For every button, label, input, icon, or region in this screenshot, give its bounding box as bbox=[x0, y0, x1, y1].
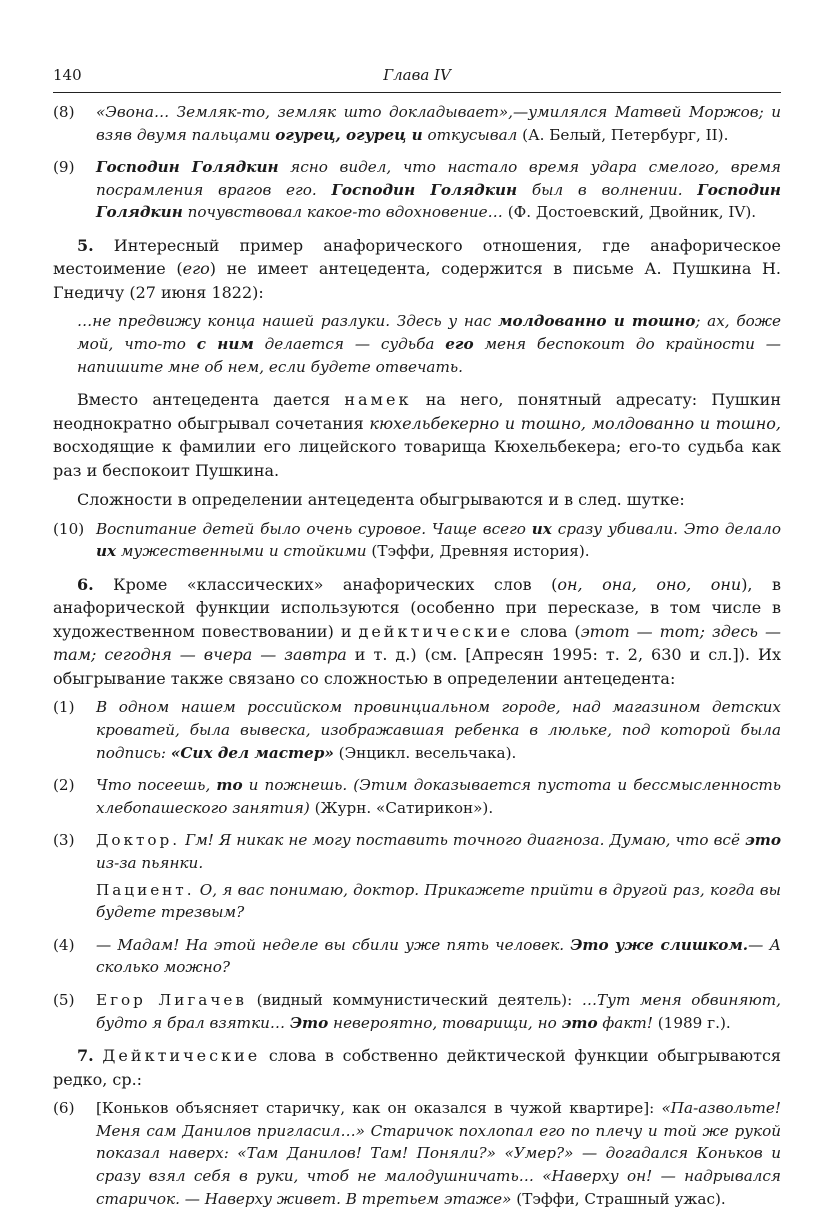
paragraph-text: Сложности в определении антецедента обыгрываются и в след. шутке: bbox=[77, 490, 685, 510]
example-8 bbox=[53, 101, 781, 146]
bold-text: с ним bbox=[196, 335, 254, 354]
bold-text: молдованно и тошно bbox=[498, 312, 696, 331]
paragraph-text: и т. д.) (см. [Апресян 1995: т. 2, 630 и сл.]). Их обыгрывание также связано со сложностью в определении антецедента: bbox=[53, 645, 781, 688]
example-source: (Тэффи, Страшный ужас). bbox=[511, 1189, 726, 1208]
paragraph-text: ), в анафорической функции используются (особенно при пересказе, в том числе в художественном повествовании) и bbox=[53, 574, 781, 641]
paragraph-5 bbox=[53, 234, 781, 305]
quote-text: ; ах, боже мой, что-то bbox=[77, 312, 781, 354]
bold-text: Это bbox=[289, 1013, 329, 1032]
example-text: факт! bbox=[597, 1013, 658, 1032]
example-number: (1) bbox=[53, 698, 75, 717]
bold-text: его bbox=[445, 335, 474, 354]
quote-text: меня беспокоит до крайности — напишите мне об нем, если будете отвечать. bbox=[77, 335, 781, 376]
example-text: «Эвона… Земляк-то, земляк што докладывает»,—умилялся Матвей Моржов; и взяв двумя пальцами bbox=[96, 103, 781, 144]
bold-text: Господин Голядкин bbox=[96, 158, 279, 177]
example-text: Что посеешь, bbox=[96, 776, 217, 795]
example-text: — Мадам! На этой неделе вы сбили уже пять человек. bbox=[96, 935, 571, 954]
example-source: (Журн. «Сатирикон»). bbox=[314, 798, 494, 817]
example-number: (9) bbox=[53, 158, 75, 177]
example-source: (Ф. Достоевский, Двойник, IV). bbox=[507, 203, 757, 222]
example-text: О, я вас понимаю, доктор. Прикажете прийти в другой раз, когда вы будете трезвым? bbox=[96, 880, 781, 922]
paragraph-text: Интересный пример анафорического отношения, где анафорическое местоимение ( bbox=[53, 235, 781, 279]
italic-text: кюхельбекерно и тошно, молдованно и тошно, bbox=[369, 413, 782, 433]
example-source: (1989 г.). bbox=[657, 1013, 731, 1032]
pushkin-quote bbox=[77, 310, 781, 378]
paragraph-text: слова ( bbox=[513, 621, 581, 641]
paragraph-text: Вместо антецедента дается bbox=[77, 390, 345, 410]
running-header bbox=[53, 66, 781, 90]
example-text: «Па-азвольте! Меня сам Данилов пригласил…» Старичок похлопал его по плечу и той же рукой показал наверх: «Там Данилов! Там! Поняли?» «Умер?» — догадался Коньков и сразу взял себя в руки, чтоб не малодушничать… «Наверху он! — надрывался старичок. — Наверху живет. В третьем этаже» bbox=[96, 1099, 781, 1208]
bold-text: их bbox=[96, 542, 117, 561]
quote-text: делается — судьба bbox=[253, 335, 446, 354]
example-9 bbox=[53, 156, 781, 224]
spaced-text: намек bbox=[344, 390, 412, 410]
example-source: (А. Белый, Петербург, II). bbox=[522, 125, 729, 144]
speaker-label: Егор Лигачев bbox=[96, 990, 247, 1009]
example-text: сразу убивали. Это делало bbox=[551, 519, 781, 538]
example-text: мужественными и стойкими bbox=[116, 542, 372, 561]
section-number: 5. bbox=[77, 235, 94, 255]
example-text: — А сколько можно? bbox=[96, 935, 781, 977]
example-number: (6) bbox=[53, 1099, 75, 1118]
italic-text: его bbox=[182, 259, 210, 279]
spaced-text: дейктические bbox=[358, 621, 514, 641]
example-text: откусывал bbox=[422, 125, 523, 144]
example-text: (видный коммунистический деятель): bbox=[246, 990, 582, 1009]
example-text: Воспитание детей было очень суровое. Чаще всего bbox=[96, 519, 532, 538]
example-text: В одном нашем российском провинциальном городе, над магазином детских кроватей, была вывеска, изображавшая ребенка в люльке, под которой была подпись: bbox=[96, 698, 781, 762]
paragraph-text: на него, понятный адресату: Пушкин неоднократно обыгрывал сочетания bbox=[53, 390, 781, 433]
example-3 bbox=[53, 829, 781, 923]
example-text: невероятно, товарищи, но bbox=[328, 1013, 562, 1032]
section-number: 6. bbox=[77, 574, 94, 594]
paragraph-7 bbox=[53, 1044, 781, 1091]
example-text: и пожнешь. (Этим доказывается пустота и бессмысленность хлебопашеского занятия) bbox=[96, 776, 781, 817]
example-number: (2) bbox=[53, 776, 75, 795]
speaker-label: Пациент. bbox=[96, 880, 195, 899]
example-2 bbox=[53, 774, 781, 819]
header-rule bbox=[53, 92, 781, 93]
example-text: из-за пьянки. bbox=[96, 854, 204, 872]
paragraph-5c bbox=[53, 488, 781, 512]
bold-text: Господин Голядкин bbox=[96, 180, 781, 222]
chapter-title: Глава IV bbox=[383, 66, 451, 84]
bold-text: их bbox=[531, 519, 552, 538]
example-text: был в волнении. bbox=[517, 180, 698, 199]
page bbox=[53, 66, 781, 1220]
example-10 bbox=[53, 518, 781, 563]
speaker-label: Доктор. bbox=[96, 831, 181, 850]
example-text: …Тут меня обвиняют, будто я брал взятки… bbox=[96, 990, 781, 1032]
page-number: 140 bbox=[53, 66, 82, 84]
example-number: (8) bbox=[53, 103, 75, 121]
example-4 bbox=[53, 934, 781, 979]
section-number: 7. bbox=[77, 1046, 94, 1066]
bold-text: «Сих дел мастер» bbox=[170, 743, 334, 762]
example-source: (Тэффи, Древняя история). bbox=[371, 542, 590, 561]
example-text: Гм! Я никак не могу поставить точного диагноза. Думаю, что всё bbox=[180, 831, 745, 850]
paragraph-text: восходящие к фамилии его лицейского товарища Кюхельбекера; его-то судьба как раз и беспокоит Пушкина. bbox=[53, 437, 781, 480]
paragraph-5b bbox=[53, 388, 781, 482]
paragraph-text: слова в собственно дейктической функции обыгрываются редко, ср.: bbox=[53, 1046, 781, 1089]
example-text: [Коньков объясняет старичку, как он оказался в чужой квартире]: bbox=[96, 1099, 662, 1118]
spaced-text: Дейктические bbox=[102, 1046, 261, 1066]
bold-text: это bbox=[561, 1013, 598, 1032]
italic-text: этот — тот; здесь — там; сегодня — вчера — завтра bbox=[53, 621, 782, 665]
example-text: почувствовал какое-то вдохновение… bbox=[182, 203, 508, 222]
example-5 bbox=[53, 989, 781, 1034]
example-6 bbox=[53, 1097, 781, 1210]
bold-text: Это уже слишком. bbox=[570, 935, 749, 954]
italic-text: он, она, оно, они bbox=[557, 574, 742, 594]
bold-text: то bbox=[216, 776, 243, 795]
paragraph-text: Кроме «классических» анафорических слов ( bbox=[93, 574, 558, 594]
example-number: (4) bbox=[53, 935, 75, 954]
paragraph-6 bbox=[53, 573, 781, 691]
example-1 bbox=[53, 696, 781, 764]
paragraph-text: ) не имеет антецедента, содержится в письме А. Пушкина Н. Гнедичу (27 июня 1822): bbox=[53, 259, 781, 302]
bold-text: Господин Голядкин bbox=[331, 180, 518, 199]
example-text: ясно видел, что настало время удара смелого, время посрамления врагов его. bbox=[96, 158, 781, 199]
bold-text: огурец, огурец и bbox=[275, 125, 423, 144]
example-number: (3) bbox=[53, 831, 75, 850]
example-source: (Энцикл. весельчака). bbox=[333, 743, 517, 762]
quote-text: …не предвижу конца нашей разлуки. Здесь у нас bbox=[77, 312, 499, 331]
bold-text: это bbox=[745, 831, 781, 850]
example-number: (10) bbox=[53, 519, 85, 538]
example-number: (5) bbox=[53, 990, 75, 1009]
